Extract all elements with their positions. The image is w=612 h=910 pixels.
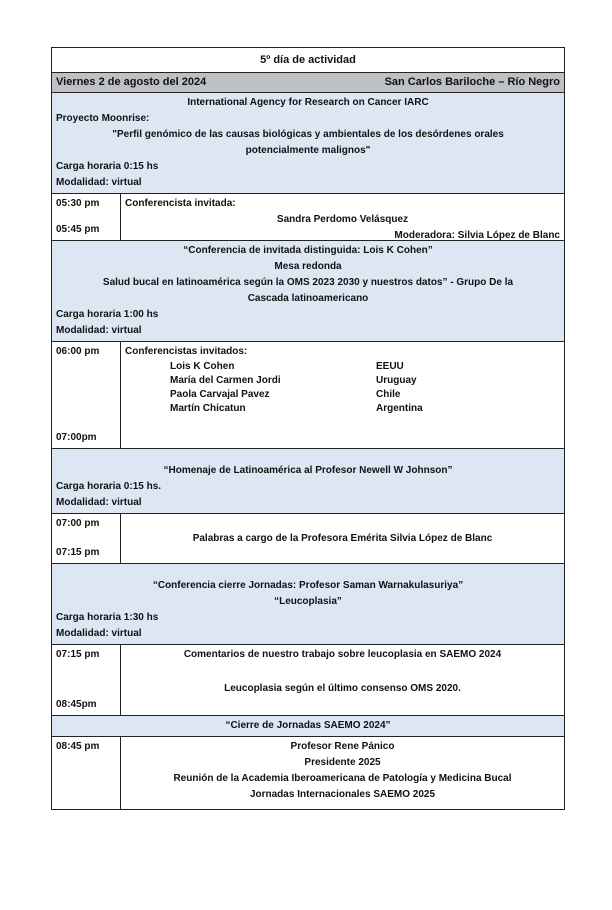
end-time: 07:15 pm [56, 547, 100, 558]
day-date: Viernes 2 de agosto del 2024 [56, 76, 207, 88]
project-topic-line2: potencialmente malignos" [245, 145, 371, 156]
speaker-name: Lois K Cohen [170, 361, 235, 372]
session-title: “Homenaje de Latinoamérica al Profesor Newell W Johnson” [163, 465, 453, 476]
time-cell [52, 514, 121, 563]
schedule-row [52, 514, 564, 564]
session-title: “Conferencia cierre Jornadas: Profesor Saman Warnakulasuriya” [152, 580, 464, 591]
project-topic-line1: "Perfil genómico de las causas biológicas y ambientales de los desórdenes orales [112, 129, 504, 140]
end-time: 05:45 pm [56, 224, 100, 235]
speaker-name: Paola Carvajal Pavez [170, 389, 270, 400]
closing-line2: Presidente 2025 [304, 757, 381, 768]
session-title: “Cierre de Jornadas SAEMO 2024” [225, 720, 391, 731]
start-time: 07:00 pm [56, 518, 100, 529]
session-iarc [52, 93, 564, 194]
start-time: 06:00 pm [56, 346, 100, 357]
start-time: 05:30 pm [56, 198, 100, 209]
time-cell [52, 342, 121, 448]
speaker-entry [125, 360, 560, 374]
speaker-name: María del Carmen Jordi [170, 375, 281, 386]
speaker-entry [125, 402, 560, 416]
session-closing-conference [52, 564, 564, 645]
closing-line3: Reunión de la Academia Iberoamericana de Patología y Medicina Bucal [173, 773, 512, 784]
schedule-table [51, 47, 565, 810]
moderator: Moderadora: Silvia López de Blanc [394, 230, 560, 241]
session-mode: Modalidad: virtual [56, 177, 142, 188]
time-cell [52, 645, 121, 715]
session-johnson [52, 449, 564, 514]
end-time: 08:45pm [56, 699, 97, 710]
start-time: 08:45 pm [56, 741, 100, 752]
schedule-row [52, 194, 564, 241]
session-topic-line1: Salud bucal en latinoamérica según la OMS 2023 2030 y nuestros datos” - Grupo De la [102, 277, 514, 288]
closing-line4: Jornadas Internacionales SAEMO 2025 [249, 789, 436, 800]
speaker-country: Chile [376, 389, 401, 400]
session-mode: Modalidad: virtual [56, 325, 142, 336]
page-title: 5º día de actividad [52, 48, 564, 73]
session-load: Carga horaria 0:15 hs [56, 161, 159, 172]
speaker-country: EEUU [376, 361, 404, 372]
session-subtitle: Mesa redonda [274, 261, 342, 272]
speaker-country: Argentina [376, 403, 423, 414]
closing-line1: Profesor Rene Pánico [290, 741, 395, 752]
session-load: Carga horaria 0:15 hs. [56, 481, 162, 492]
start-time: 07:15 pm [56, 649, 100, 660]
speaker-entry [125, 388, 560, 402]
session-mode: Modalidad: virtual [56, 497, 142, 508]
session-closing [52, 716, 564, 737]
homage-text: Palabras a cargo de la Profesora Emérita Silvia López de Blanc [192, 532, 493, 544]
speakers-label: Conferencistas invitados: [125, 346, 248, 357]
schedule-row [52, 342, 564, 449]
content-cell [121, 342, 564, 448]
day-header [52, 73, 564, 93]
content-cell [121, 737, 564, 809]
session-mode: Modalidad: virtual [56, 628, 142, 639]
content-cell [121, 194, 564, 240]
time-cell [52, 194, 121, 240]
time-cell [52, 737, 121, 809]
content-cell [121, 645, 564, 715]
content-cell [121, 514, 564, 563]
agency-name: International Agency for Research on Cancer IARC [187, 97, 429, 108]
session-topic-line2: Cascada latinoamericano [247, 293, 369, 304]
session-load: Carga horaria 1:30 hs [56, 612, 159, 623]
session-cohen [52, 241, 564, 342]
project-name: Proyecto Moonrise: [56, 113, 150, 124]
schedule-row [52, 737, 564, 809]
speaker-name: Martín Chicatun [170, 403, 246, 414]
end-time: 07:00pm [56, 432, 97, 443]
session-subtitle: “Leucoplasia” [274, 596, 342, 607]
speaker-label: Conferencista invitada: [125, 198, 236, 209]
day-place: San Carlos Bariloche – Río Negro [384, 76, 560, 88]
schedule-row [52, 645, 564, 716]
speaker-country: Uruguay [376, 375, 417, 386]
talk-line1: Comentarios de nuestro trabajo sobre leucoplasia en SAEMO 2024 [183, 649, 502, 660]
session-load: Carga horaria 1:00 hs [56, 309, 159, 320]
session-title: “Conferencia de invitada distinguida: Lois K Cohen” [183, 245, 433, 256]
talk-line2: Leucoplasia según el último consenso OMS 2020. [224, 683, 461, 694]
speaker-entry [125, 374, 560, 388]
speaker-name: Sandra Perdomo Velásquez [276, 214, 409, 225]
